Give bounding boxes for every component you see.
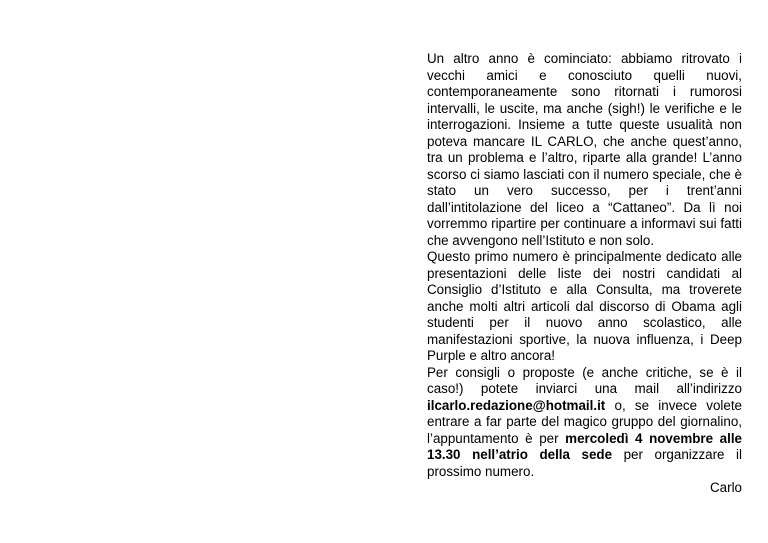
intro-paragraph: Un altro anno è cominciato: abbiamo ritrovato i vecchi amici e conosciuto quelli nuovi, contemporaneamente sono ritornati i rumorosi intervalli, le uscite, ma anche (sigh!) le verifiche e le interrogazioni. Insieme a tutte queste usualità non poteva mancare IL CARLO, che anche quest’anno, tra un problema e l’altro, riparte alla grande! L’anno scorso ci siamo lasciati con il numero speciale, che è stato un vero successo, per i trent’anni dall’intitolazione del liceo a “Cattaneo”. Da lì noi vorremmo ripartire per continuare a informavi sui fatti che avvengono nell’Istituto e non solo. — [427, 51, 742, 248]
email-address: ilcarlo.redazione@hotmail.it — [427, 397, 606, 413]
contact-paragraph — [427, 365, 742, 481]
contact-text-middle: o, se invece volete entrare a far parte del magico gruppo del giornalino, l’appuntamento è per — [427, 397, 742, 446]
contact-text-start: Per consigli o proposte (e anche critiche, se è il caso!) potete inviarci una mail all’indirizzo — [427, 364, 742, 396]
signature: Carlo — [710, 480, 742, 495]
contact-text-end: per organizzare il prossimo numero. — [427, 447, 743, 479]
editorial-column — [427, 51, 742, 497]
contents-paragraph: Questo primo numero è principalmente dedicato alle presentazioni delle liste dei nostri candidati al Consiglio d’Istituto e alla Consulta, ma troverete anche molti altri articoli dal discorso di Obama agli studenti per il nuovo anno scolastico, alle manifestazioni sportive, la nuova influenza, i Deep Purple e altro ancora! — [427, 249, 742, 363]
meeting-date: mercoledì 4 novembre alle 13.30 nell’atrio della sede — [427, 430, 742, 462]
